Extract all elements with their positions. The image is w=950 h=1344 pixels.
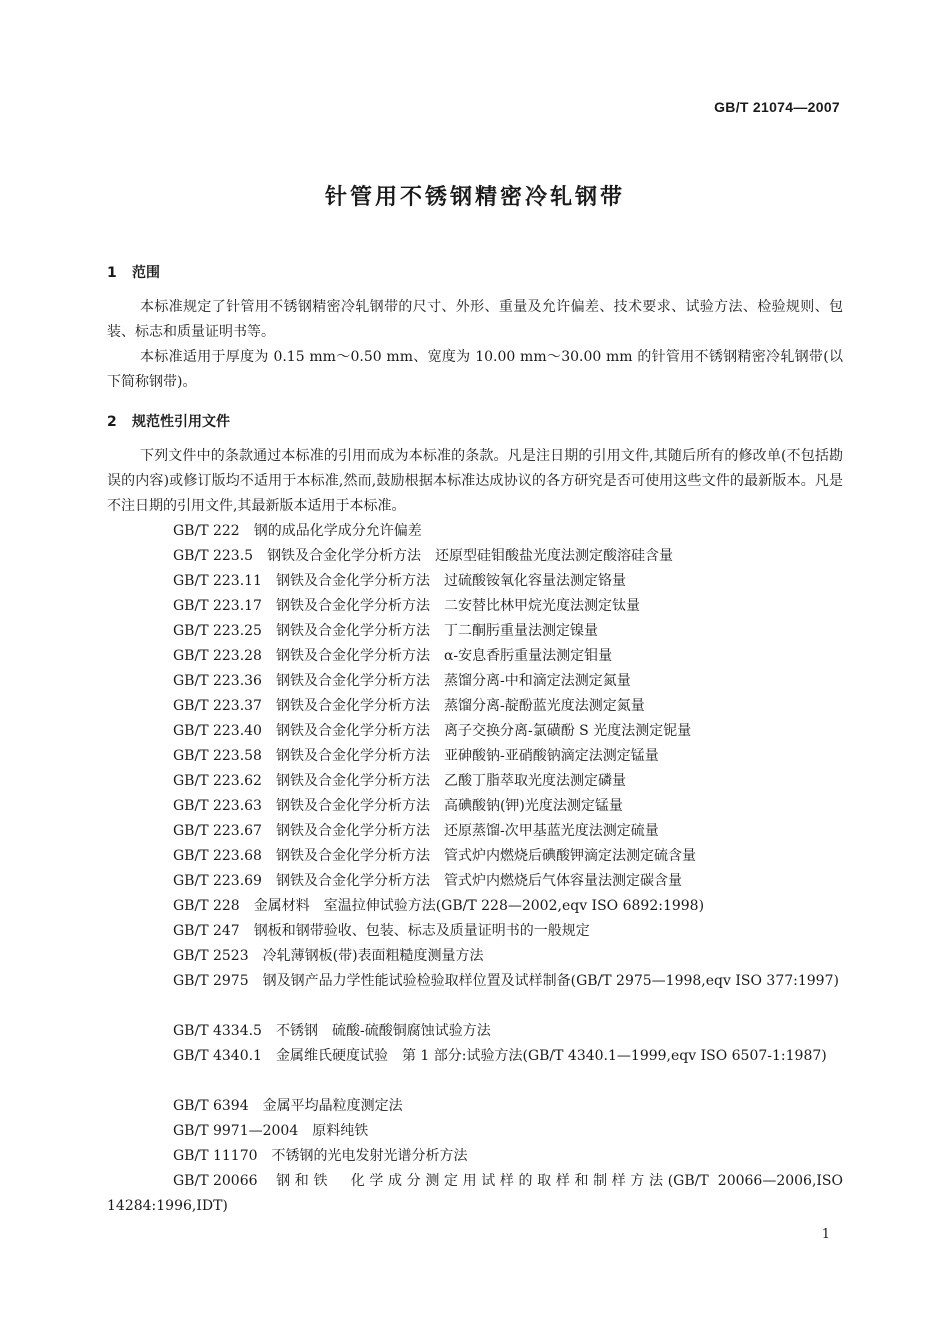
reference-code: GB/T 2523 [173,948,249,964]
reference-title: 钢铁及合金化学分析方法 管式炉内燃烧后碘酸钾滴定法测定硫含量 [275,848,696,864]
reference-code: GB/T 223.11 [173,573,262,589]
reference-code: GB/T 223.40 [173,723,262,739]
reference-item [107,1044,843,1069]
reference-title: 钢铁及合金化学分析方法 丁二酮肟重量法测定镍量 [275,623,598,639]
reference-title: 钢铁及合金化学分析方法 蒸馏分离-靛酚蓝光度法测定氮量 [275,698,645,714]
reference-code: GB/T 6394 [173,1098,249,1114]
reference-item [107,844,843,869]
reference-item [107,819,843,844]
reference-item [107,594,843,619]
reference-code: GB/T 223.36 [173,673,262,689]
reference-title: 钢及钢产品力学性能试验检验取样位置及试样制备(GB/T 2975—1998,eqv ISO 377:1997) [262,973,839,989]
reference-title: 钢铁及合金化学分析方法 乙酸丁脂萃取光度法测定磷量 [275,773,626,789]
reference-item [107,719,843,744]
reference-title: 不锈钢 硫酸-硫酸铜腐蚀试验方法 [275,1023,491,1039]
document-title: 针管用不锈钢精密冷轧钢带 [324,185,625,210]
reference-title: 原料纯铁 [312,1123,369,1139]
reference-title: 钢铁及合金化学分析方法 还原蒸馏-次甲基蓝光度法测定硫量 [275,823,659,839]
reference-title: 钢铁及合金化学分析方法 蒸馏分离-中和滴定法测定氮量 [275,673,631,689]
paragraph: 本标准适用于厚度为 0.15 mm～0.50 mm、宽度为 10.00 mm～30.00 mm 的针管用不锈钢精密冷轧钢带(以下简称钢带)。 [107,349,843,390]
reference-code: GB/T 228 [173,898,240,914]
reference-code: GB/T 223.37 [173,698,262,714]
reference-code: GB/T 223.68 [173,848,262,864]
reference-code: GB/T 223.28 [173,648,262,664]
reference-item [107,1119,843,1144]
reference-title: 钢铁及合金化学分析方法 还原型硅钼酸盐光度法测定酸溶硅含量 [267,548,674,564]
reference-title: 钢铁及合金化学分析方法 管式炉内燃烧后气体容量法测定碳含量 [275,873,682,889]
reference-title: 钢铁及合金化学分析方法 离子交换分离-氯磺酚 S 光度法测定铌量 [275,723,692,739]
reference-code: GB/T 223.62 [173,773,262,789]
reference-code: GB/T 2975 [173,973,249,989]
reference-title: 钢铁及合金化学分析方法 二安替比林甲烷光度法测定钛量 [275,598,640,614]
section-1-heading [107,262,160,282]
reference-title: 不锈钢的光电发射光谱分析方法 [271,1148,468,1164]
reference-code: GB/T 9971—2004 [173,1123,299,1139]
reference-title: 钢铁及合金化学分析方法 过硫酸铵氧化容量法测定铬量 [275,573,626,589]
reference-item [107,569,843,594]
reference-code: GB/T 223.67 [173,823,262,839]
paragraph: 下列文件中的条款通过本标准的引用而成为本标准的条款。凡是注日期的引用文件,其随后所有的修改单(不包括勘误的内容)或修订版均不适用于本标准,然而,鼓励根据本标准达成协议的各方研究是否可使用这些文件的最新版本。凡是不注日期的引用文件,其最新版本适用于本标准。 [107,448,843,514]
reference-item [107,944,843,969]
section-number: 1 [107,265,117,281]
reference-title: 钢的成品化学成分允许偏差 [253,523,422,539]
reference-item [107,544,843,569]
reference-code: GB/T 222 [173,523,240,539]
reference-code: GB/T 223.58 [173,748,262,764]
section-number: 2 [107,414,117,430]
standard-code: GB/T 21074—2007 [714,99,840,115]
reference-title: 钢铁及合金化学分析方法 亚砷酸钠-亚硝酸钠滴定法测定锰量 [275,748,659,764]
reference-title: 金属维氏硬度试验 第 1 部分:试验方法(GB/T 4340.1—1999,eqv ISO 6507-1:1987) [275,1048,827,1064]
reference-item [107,794,843,819]
reference-item [107,644,843,669]
reference-item [107,619,843,644]
reference-item [107,769,843,794]
section-title: 范围 [132,265,160,281]
section-title: 规范性引用文件 [132,414,230,430]
paragraph: 本标准规定了针管用不锈钢精密冷轧钢带的尺寸、外形、重量及允许偏差、技术要求、试验方法、检验规则、包装、标志和质量证明书等。 [107,299,843,340]
reference-title: 钢铁及合金化学分析方法 高碘酸钠(钾)光度法测定锰量 [275,798,623,814]
reference-title: 冷轧薄钢板(带)表面粗糙度测量方法 [262,948,484,964]
reference-item [107,1169,843,1219]
reference-item [107,694,843,719]
reference-title: 金属材料 室温拉伸试验方法(GB/T 228—2002,eqv ISO 6892:1998) [253,898,705,914]
reference-title: 钢铁及合金化学分析方法 α-安息香肟重量法测定钼量 [275,648,613,664]
reference-item [107,969,843,994]
reference-code: GB/T 4334.5 [173,1023,262,1039]
reference-code: GB/T 223.17 [173,598,262,614]
reference-item [107,744,843,769]
reference-item [107,919,843,944]
reference-code: GB/T 223.69 [173,873,262,889]
reference-code: GB/T 11170 [173,1148,258,1164]
page-number: 1 [821,1227,830,1242]
reference-item [107,519,843,544]
reference-item [107,669,843,694]
reference-item [107,1094,843,1119]
reference-title: 金属平均晶粒度测定法 [262,1098,403,1114]
reference-item [107,894,843,919]
reference-title: 钢板和钢带验收、包装、标志及质量证明书的一般规定 [253,923,590,939]
reference-item [107,1144,843,1169]
reference-code: GB/T 223.5 [173,548,254,564]
reference-item [107,869,843,894]
reference-code: GB/T 20066 [173,1173,258,1189]
reference-item [107,1019,843,1044]
reference-code: GB/T 247 [173,923,240,939]
reference-code: GB/T 4340.1 [173,1048,262,1064]
reference-title: 钢和铁 化学成分测定用试样的取样和制样方法(GB/T 20066—2006,ISO 14284:1996,IDT) [107,1173,843,1214]
reference-code: GB/T 223.25 [173,623,262,639]
reference-code: GB/T 223.63 [173,798,262,814]
section-2-heading [107,411,230,431]
